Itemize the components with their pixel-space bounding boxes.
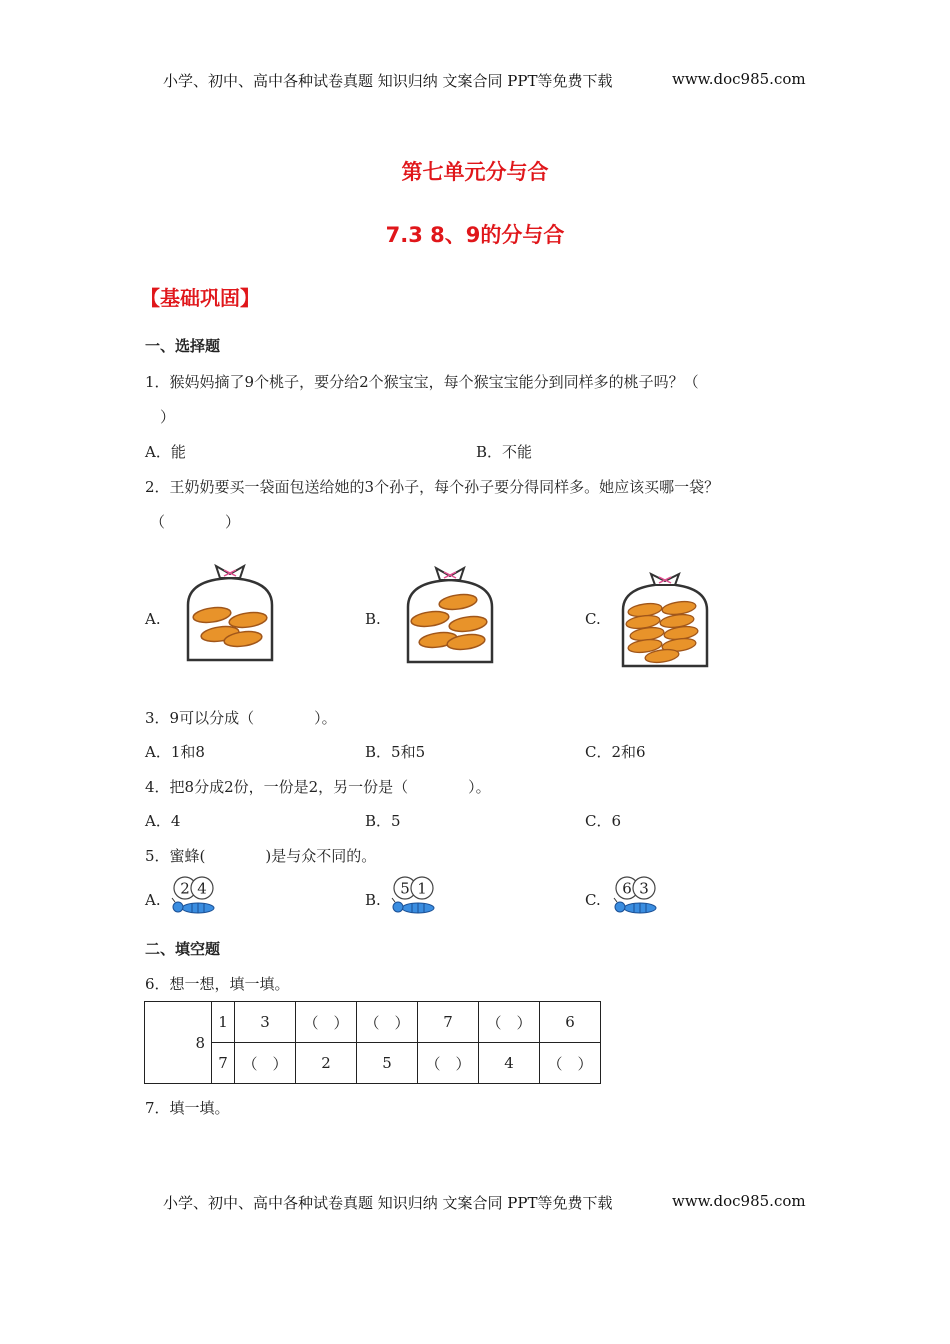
q3-option-b[interactable]: B．5和5 bbox=[365, 743, 426, 761]
q4-option-a[interactable]: A．4 bbox=[145, 812, 181, 830]
q3-text: 3．9可以分成（ ）。 bbox=[145, 709, 337, 727]
bee-c-number-2: 3 bbox=[639, 879, 649, 898]
q3-option-c[interactable]: C．2和6 bbox=[585, 743, 646, 761]
q5-option-c[interactable]: C. bbox=[585, 891, 601, 909]
bread-bag-a-image bbox=[180, 560, 280, 665]
bee-a-number-1: 2 bbox=[180, 879, 190, 898]
table-cell: 7 bbox=[418, 1002, 479, 1043]
header-left-text: 小学、初中、高中各种试卷真题 知识归纳 文案合同 PPT等免费下载 bbox=[163, 72, 613, 90]
bee-b-number-1: 5 bbox=[400, 879, 410, 898]
table-cell: 4 bbox=[479, 1043, 540, 1084]
q3-option-a[interactable]: A．1和8 bbox=[145, 743, 205, 761]
table-row bbox=[145, 1002, 601, 1043]
bee-a-image bbox=[166, 874, 222, 916]
table-cell: 7 bbox=[212, 1043, 235, 1084]
footer-url[interactable]: www.doc985.com bbox=[672, 1192, 806, 1210]
q7-text: 7．填一填。 bbox=[145, 1099, 230, 1117]
table-blank-cell[interactable]: （ ） bbox=[357, 1002, 418, 1043]
page-subtitle: 7.3 8、9的分与合 bbox=[385, 223, 565, 247]
q2-option-b[interactable]: B. bbox=[365, 610, 381, 628]
section-tag: 【基础巩固】 bbox=[140, 286, 260, 310]
table-total-cell: 8 bbox=[145, 1002, 212, 1084]
q1-text-cont: ） bbox=[160, 408, 176, 426]
q2-option-a[interactable]: A. bbox=[145, 610, 161, 628]
table-blank-cell[interactable]: （ ） bbox=[418, 1043, 479, 1084]
table-cell: 2 bbox=[296, 1043, 357, 1084]
part1-heading: 一、选择题 bbox=[145, 337, 221, 355]
q1-text: 1．猴妈妈摘了9个桃子，要分给2个猴宝宝，每个猴宝宝能分到同样多的桃子吗？（ bbox=[145, 373, 699, 391]
q1-option-a[interactable]: A．能 bbox=[145, 443, 186, 461]
table-blank-cell[interactable]: （ ） bbox=[479, 1002, 540, 1043]
table-cell: 1 bbox=[212, 1002, 235, 1043]
q2-paren: （ ） bbox=[150, 513, 241, 531]
bee-c-number-1: 6 bbox=[622, 879, 632, 898]
q5-text: 5．蜜蜂( )是与众不同的。 bbox=[145, 847, 377, 865]
split-table bbox=[144, 1001, 601, 1084]
q6-text: 6．想一想，填一填。 bbox=[145, 975, 290, 993]
q2-option-c[interactable]: C. bbox=[585, 610, 601, 628]
table-cell: 5 bbox=[357, 1043, 418, 1084]
footer-left-text: 小学、初中、高中各种试卷真题 知识归纳 文案合同 PPT等免费下载 bbox=[163, 1194, 613, 1212]
bee-c-image bbox=[608, 874, 664, 916]
bread-bag-b-image bbox=[400, 562, 500, 667]
q1-option-b[interactable]: B．不能 bbox=[476, 443, 533, 461]
q5-option-b[interactable]: B. bbox=[365, 891, 381, 909]
table-cell: 6 bbox=[540, 1002, 601, 1043]
table-blank-cell[interactable]: （ ） bbox=[296, 1002, 357, 1043]
q4-option-c[interactable]: C．6 bbox=[585, 812, 622, 830]
header-url[interactable]: www.doc985.com bbox=[672, 70, 806, 88]
q5-option-a[interactable]: A. bbox=[145, 891, 161, 909]
q4-text: 4．把8分成2份，一份是2，另一份是（ ）。 bbox=[145, 778, 491, 796]
part2-heading: 二、填空题 bbox=[145, 940, 221, 958]
table-blank-cell[interactable]: （ ） bbox=[235, 1043, 296, 1084]
bee-b-number-2: 1 bbox=[417, 879, 427, 898]
q4-option-b[interactable]: B．5 bbox=[365, 812, 401, 830]
bread-bag-c-image bbox=[615, 568, 715, 673]
bee-b-image bbox=[386, 874, 442, 916]
q2-text: 2．王奶奶要买一袋面包送给她的3个孙子，每个孙子要分得同样多。她应该买哪一袋？ bbox=[145, 478, 720, 496]
table-cell: 3 bbox=[235, 1002, 296, 1043]
table-row bbox=[145, 1043, 601, 1084]
table-blank-cell[interactable]: （ ） bbox=[540, 1043, 601, 1084]
page-title: 第七单元分与合 bbox=[401, 160, 549, 184]
bee-a-number-2: 4 bbox=[197, 879, 207, 898]
